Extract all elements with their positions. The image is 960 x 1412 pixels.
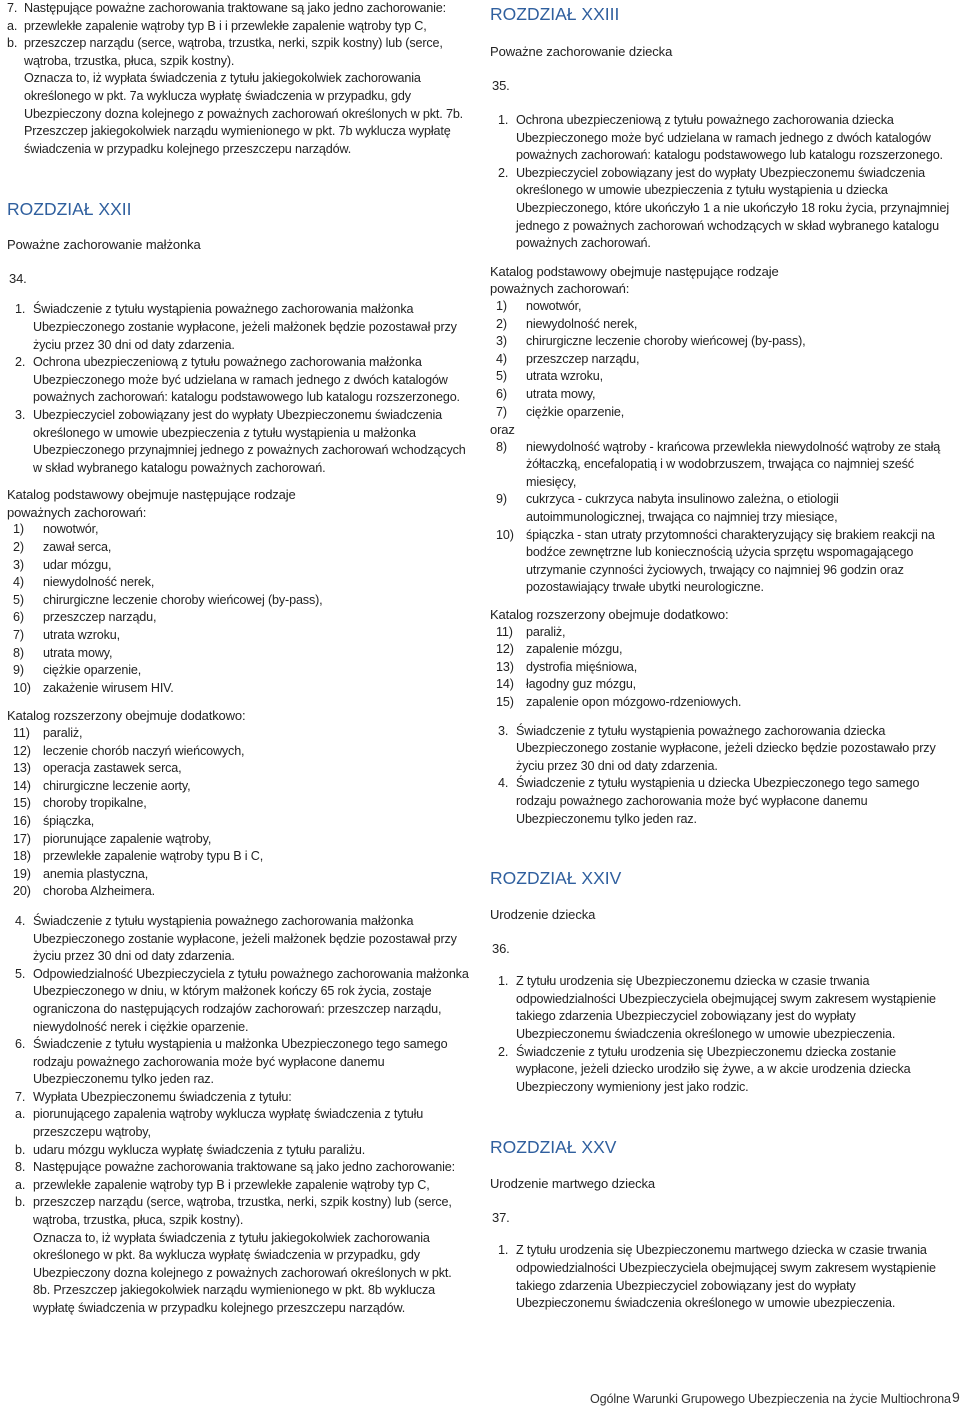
list-item bbox=[490, 1242, 950, 1312]
list-item bbox=[7, 913, 469, 966]
list-item bbox=[7, 725, 469, 743]
list-item bbox=[7, 609, 469, 627]
list-item bbox=[7, 354, 469, 407]
child-basic-catalog-title: Katalog podstawowy obejmuje następujące rodzaje poważnych zachorowań: bbox=[490, 263, 779, 297]
top-paragraph: Oznacza to, iż wypłata świadczenia z tytułu jakiegokolwiek zachorowania określonego w pkt. 7a wyklucza wypłatę świadczenia w przypadku, gdy Ubezpieczony dozna kolejnego z poważnych zachorowań określonych w pkt. 7b. Przeszczep jakiegokolwiek narządu wymienionego w pkt. 7b wyklucza wypłatę świadczenia w przypadku kolejnego przeszczepu narządów. bbox=[24, 71, 464, 156]
page-footer bbox=[590, 1391, 960, 1407]
list-item-text: niewydolność nerek, bbox=[43, 575, 155, 590]
list-item-number: 4) bbox=[496, 351, 507, 366]
list-item-number: 1. bbox=[498, 113, 509, 127]
list-item-text: zapalenie mózgu, bbox=[526, 642, 623, 657]
list-item bbox=[490, 491, 950, 526]
list-item bbox=[490, 775, 950, 828]
list-item bbox=[7, 1177, 469, 1195]
list-item-text: utrata mowy, bbox=[526, 386, 596, 401]
paragraph-35-number: 35. bbox=[492, 78, 510, 93]
list-item bbox=[490, 368, 950, 386]
list-item-number: 4. bbox=[498, 776, 509, 791]
paragraph-34-number: 34. bbox=[9, 271, 27, 287]
list-item-text: śpiączka, bbox=[43, 813, 95, 828]
list-item-text: choroby tropikalne, bbox=[43, 796, 147, 811]
basic-catalog-title: Katalog podstawowy obejmuje następujące rodzaje poważnych zachorowań: bbox=[7, 487, 296, 520]
chapter-xxiv-title: ROZDZIAŁ XXIV bbox=[490, 868, 622, 889]
list-item-number: b. bbox=[15, 1142, 26, 1157]
paragraph-36-number: 36. bbox=[492, 941, 510, 957]
list-item-text: Świadczenie z tytułu urodzenia się Ubezpieczonemu dziecka zostanie wypłacone, jeżeli dziecko urodziło się żywe, a w akcie urodzenia dziecka Ubezpieczony wymieniony jest jako rodzic. bbox=[516, 1044, 911, 1094]
list-item-text: Ochrona ubezpieczeniową z tytułu poważnego zachorowania dziecka Ubezpieczonego może być udzielana w ramach jednego z dwóch katalogów poważnych zachorowań: katalogu podstawowego lub katalogu rozszerzonego. bbox=[516, 113, 943, 163]
list-item bbox=[490, 316, 950, 334]
list-item-text: anemia plastyczna, bbox=[43, 866, 149, 881]
list-item-text: dystrofia mięśniowa, bbox=[526, 659, 638, 674]
chapter-xxv-title: ROZDZIAŁ XXV bbox=[490, 1137, 617, 1158]
list-item-text: Ubezpieczyciel zobowiązany jest do wypłaty Ubezpieczonemu świadczenia określonego w umowie ubezpieczenia z tytułu wystąpienia u małżonka Ubezpieczonego przynajmniej jednego z poważnych zachorowań wchodzących w skład wybranego katalogu poważnych zachorowań. bbox=[33, 407, 466, 475]
list-item-number: 3. bbox=[15, 407, 26, 422]
list-item bbox=[7, 883, 469, 901]
bottom-paragraph: Oznacza to, iż wypłata świadczenia z tytułu jakiegokolwiek zachorowania określonego w pkt. 8a wyklucza wypłatę świadczenia w przypadku, gdy Ubezpieczony dozna kolejnego z poważnych zachorowań określonych w pkt. 8b. Przeszczep jakiegokolwiek narządu wymienionego w pkt. 8b wyklucza wypłatę świadczenia w przypadku kolejnego przeszczepu narządów. bbox=[33, 1230, 452, 1315]
list-item bbox=[7, 743, 469, 761]
list-item-number: 18) bbox=[13, 849, 31, 864]
list-item-text: niewydolność wątroby - krańcowa przewlekła niewydolność wątroby ze stałą żółtaczką, encefalopatią i w wodobrzuszem, trwająca co najmniej sześć miesięcy, bbox=[526, 439, 941, 489]
list-item-number: 17) bbox=[13, 831, 31, 846]
list-item-number: 2) bbox=[496, 316, 507, 331]
list-item-text: łagodny guz mózgu, bbox=[526, 677, 637, 692]
list-item-text: Ubezpieczyciel zobowiązany jest do wypłaty Ubezpieczonemu świadczenia określonego w umowie ubezpieczenia z tytułu wystąpienia u dziecka Ubezpieczonego, które ukończyło 1 a nie ukończyło 18 roku życia, przynajmniej jednego z poważnych zachorowań wchodzących w skład wybranego katalogu poważnych zachorowań. bbox=[516, 165, 949, 251]
extended-catalog-list bbox=[7, 725, 469, 901]
list-item-number: 7. bbox=[15, 1089, 26, 1104]
list-item-number: 7) bbox=[496, 404, 507, 419]
list-item-text: przeszczep narządu, bbox=[43, 610, 157, 625]
list-item-number: 13) bbox=[13, 761, 31, 776]
list-item-text: operacja zastawek serca, bbox=[43, 761, 182, 776]
list-item-text: Następujące poważne zachorowania traktowane są jako jedno zachorowanie: bbox=[24, 1, 447, 15]
list-item-text: chirurgiczne leczenie choroby wieńcowej (by-pass), bbox=[526, 334, 806, 349]
list-item-number: 4) bbox=[13, 575, 24, 590]
list-item-text: Ochrona ubezpieczeniową z tytułu poważnego zachorowania małżonka Ubezpieczonego może być udzielana w ramach jednego z dwóch katalogów poważnych zachorowań: katalogu podstawowego lub katalogu rozszerzonego. bbox=[33, 355, 460, 405]
list-item-text: Odpowiedzialność Ubezpieczyciela z tytułu poważnego zachorowania małżonka Ubezpieczonego w dniu, w którym małżonek kończy 65 rok życia, zostaje ograniczona do następujących rodzajów zachorowań: przeszczep narządu, niewydolność nerek i ciężkie oparzenie. bbox=[33, 966, 469, 1034]
list-item bbox=[490, 659, 950, 677]
list-item-number: 11) bbox=[496, 624, 513, 639]
list-item bbox=[7, 407, 469, 477]
list-item bbox=[490, 404, 950, 422]
list-item-number: 10) bbox=[496, 527, 514, 542]
list-item bbox=[490, 676, 950, 694]
paragraph-37-points bbox=[490, 1242, 950, 1312]
list-item bbox=[7, 645, 469, 663]
list-item bbox=[7, 301, 469, 354]
left-column bbox=[7, 0, 469, 1318]
list-item-number: 1. bbox=[498, 1243, 509, 1258]
list-item-number: 2. bbox=[15, 355, 26, 370]
list-item bbox=[7, 966, 469, 1036]
list-item-text: przeszczep narządu, bbox=[526, 351, 640, 366]
chapter-xxv-subtitle: Urodzenie martwego dziecka bbox=[490, 1176, 656, 1192]
list-item-text: choroba Alzheimera. bbox=[43, 884, 155, 899]
list-item-number: 1) bbox=[496, 298, 507, 313]
list-item bbox=[7, 1106, 469, 1141]
list-item-text: przewlekłe zapalenie wątroby typ B i i przewlekłe zapalenie wątroby typ C, bbox=[24, 18, 427, 33]
list-item-text: Świadczenie z tytułu wystąpienia poważnego zachorowania dziecka Ubezpieczonego zostanie wypłacone, jeżeli dziecko będzie pozostawało przy życiu przez 30 dni od daty zdarzenia. bbox=[516, 723, 936, 773]
list-item bbox=[490, 1044, 950, 1097]
list-item-number: b. bbox=[15, 1195, 26, 1210]
list-item-number: 2) bbox=[13, 540, 24, 555]
list-item-number: 7) bbox=[13, 628, 24, 643]
list-item-text: paraliż, bbox=[526, 624, 566, 639]
point-8-text: Następujące poważne zachorowania traktowane są jako jedno zachorowanie: bbox=[33, 1160, 456, 1175]
list-item bbox=[490, 112, 950, 165]
list-item-text: Z tytułu urodzenia się Ubezpieczonemu dziecka w czasie trwania odpowiedzialności Ubezpieczyciela obejmującej swym zakresem wystąpienie takiego zdarzenia Ubezpieczyciel zobowiązany jest do wypłaty Ubezpieczonemu świadczenia określonego w umowie ubezpieczenia. bbox=[516, 974, 936, 1041]
footer-title: Ogólne Warunki Grupowego Ubezpieczenia na życie Multiochrona bbox=[590, 1392, 951, 1406]
list-item-text: udaru mózgu wyklucza wypłatę świadczenia z tytułu paraliżu. bbox=[33, 1142, 366, 1157]
list-item-number: 19) bbox=[13, 866, 31, 881]
list-item bbox=[7, 521, 469, 539]
point-7-subitems bbox=[7, 1106, 469, 1159]
list-item bbox=[490, 298, 950, 316]
list-item-text: zawał serca, bbox=[43, 540, 112, 555]
list-item-text: zapalenie opon mózgowo-rdzeniowych. bbox=[526, 695, 742, 709]
list-item bbox=[7, 795, 469, 813]
list-item bbox=[7, 831, 469, 849]
list-item-text: ciężkie oparzenie, bbox=[43, 663, 142, 678]
list-item bbox=[490, 351, 950, 369]
chapter-xxiv-subtitle: Urodzenie dziecka bbox=[490, 907, 596, 923]
list-item-number: 6. bbox=[15, 1037, 26, 1052]
paragraph-34-points bbox=[7, 301, 469, 477]
list-item-text: Świadczenie z tytułu wystąpienia poważnego zachorowania małżonka Ubezpieczonego zostanie wypłacone, jeżeli małżonek będzie pozostawał przy życiu przez 30 dni od daty zdarzenia. bbox=[33, 302, 457, 352]
list-item-text: nowotwór, bbox=[526, 298, 582, 313]
extended-catalog-title: Katalog rozszerzony obejmuje dodatkowo: bbox=[7, 708, 246, 724]
chapter-xxiii-subtitle: Poważne zachorowanie dziecka bbox=[490, 44, 673, 59]
list-item bbox=[7, 778, 469, 796]
list-item-number: 10) bbox=[13, 680, 31, 695]
chapter-xxiii-title: ROZDZIAŁ XXIII bbox=[490, 4, 620, 24]
list-item bbox=[7, 0, 469, 18]
list-item-number: a. bbox=[15, 1107, 26, 1122]
list-item-text: cukrzyca - cukrzyca nabyta insulinowo zależna, o etiologii autoimmunologicznej, trwająca co najmniej trzy miesiące, bbox=[526, 492, 839, 525]
list-item bbox=[7, 1036, 469, 1089]
list-item-text: przewlekłe zapalenie wątroby typu B i C, bbox=[43, 849, 264, 864]
list-item-text: piorunującego zapalenia wątroby wyklucza wypłatę świadczenia z tytułu przeszczepu wątroby, bbox=[33, 1107, 424, 1140]
list-item bbox=[490, 333, 950, 351]
point-8-number: 8. bbox=[15, 1160, 26, 1175]
list-item-number: 8) bbox=[13, 645, 24, 660]
list-item-text: Z tytułu urodzenia się Ubezpieczonemu martwego dziecka w czasie trwania odpowiedzialności Ubezpieczyciela obejmującej swym zakresem wystąpienie takiego zdarzenia Ubezpieczyciel zobowiązany jest do wypłaty Ubezpieczonemu świadczenia określonego w umowie ubezpieczenia. bbox=[516, 1243, 936, 1311]
basic-catalog-list bbox=[7, 521, 469, 697]
child-extended-catalog-list bbox=[490, 624, 950, 712]
list-item-number: 11) bbox=[13, 726, 30, 740]
list-item-text: zakażenie wirusem HIV. bbox=[43, 680, 174, 695]
list-item bbox=[7, 592, 469, 610]
list-item-number: 15) bbox=[13, 796, 31, 811]
child-basic-catalog-list-2 bbox=[490, 439, 950, 597]
list-item bbox=[7, 1142, 469, 1160]
list-item-number: 5) bbox=[13, 592, 24, 607]
list-item bbox=[490, 723, 950, 776]
paragraph-35-points bbox=[490, 112, 950, 253]
list-item-number: 13) bbox=[496, 659, 514, 674]
list-item-text: utrata wzroku, bbox=[526, 369, 603, 384]
child-basic-catalog-list bbox=[490, 298, 950, 421]
list-item bbox=[7, 848, 469, 866]
list-item-text: utrata mowy, bbox=[43, 645, 113, 660]
list-item bbox=[490, 439, 950, 492]
list-item-number: 9) bbox=[496, 492, 507, 507]
list-item-text: udar mózgu, bbox=[43, 557, 112, 572]
list-item-text: paraliż, bbox=[43, 726, 83, 740]
child-extended-catalog-title: Katalog rozszerzony obejmuje dodatkowo: bbox=[490, 607, 729, 623]
list-item-text: utrata wzroku, bbox=[43, 628, 120, 643]
list-item-number: 16) bbox=[13, 813, 31, 828]
page-number: 9 bbox=[952, 1389, 960, 1405]
list-item-number: 3) bbox=[13, 557, 24, 572]
list-item bbox=[490, 624, 950, 642]
list-item-text: przewlekłe zapalenie wątroby typ B i przewlekłe zapalenie wątroby typ C, bbox=[33, 1177, 430, 1192]
list-item-number: 8) bbox=[496, 439, 507, 454]
paragraph-35-points-continued bbox=[490, 723, 950, 829]
list-item-number: 5) bbox=[496, 369, 507, 384]
list-item-number: 2. bbox=[498, 165, 509, 180]
list-item bbox=[7, 813, 469, 831]
list-item-number: 1) bbox=[13, 522, 24, 537]
list-item-text: przeszczep narządu (serce, wątroba, trzustka, nerki, szpik kostny) lub (serce, wątroba, trzustka, płuca, szpik kostny). bbox=[33, 1195, 452, 1228]
list-item-text: Wypłata Ubezpieczonemu świadczenia z tytułu: bbox=[33, 1089, 292, 1104]
list-item-text: piorunujące zapalenie wątroby, bbox=[43, 831, 212, 846]
list-item-number: 12) bbox=[496, 642, 514, 657]
list-item bbox=[7, 539, 469, 557]
list-item-text: chirurgiczne leczenie choroby wieńcowej (by-pass), bbox=[43, 592, 323, 607]
paragraph-37-number: 37. bbox=[492, 1210, 510, 1226]
list-item-text: śpiączka - stan utraty przytomności charakteryzujący się brakiem reakcji na bodźce zewnętrzne lub koniecznością użycia sprzętu wspomagającego utrzymanie czynności życiowych, trwający co najmniej 96 godzin oraz pozostawiający trwałe ubytki neurologiczne. bbox=[526, 527, 935, 595]
list-item-number: 1. bbox=[498, 974, 509, 989]
child-basic-oraz: oraz bbox=[490, 422, 515, 438]
list-item-number: 14) bbox=[496, 677, 514, 692]
list-item-number: 4. bbox=[15, 913, 26, 928]
list-item bbox=[7, 1089, 469, 1107]
list-item bbox=[7, 760, 469, 778]
list-item-number: 6) bbox=[13, 610, 24, 625]
chapter-xxii-subtitle: Poważne zachorowanie małżonka bbox=[7, 237, 201, 253]
list-item-number: 3) bbox=[496, 334, 507, 349]
list-item-number: 1. bbox=[15, 302, 26, 317]
list-item-number: b. bbox=[7, 36, 18, 51]
list-item-number: 7. bbox=[7, 1, 18, 15]
list-item bbox=[7, 574, 469, 592]
list-item-number: a. bbox=[7, 18, 18, 33]
list-item-number: 20) bbox=[13, 884, 31, 899]
list-item bbox=[7, 662, 469, 680]
list-item-number: 14) bbox=[13, 778, 31, 793]
list-item-text: Świadczenie z tytułu wystąpienia poważnego zachorowania małżonka Ubezpieczonego zostanie wypłacone, jeżeli małżonek będzie pozostawał przy życiu przez 30 dni od daty zdarzenia. bbox=[33, 913, 457, 964]
point-8-subitems bbox=[7, 1177, 469, 1230]
paragraph-36-points bbox=[490, 973, 950, 1096]
list-item bbox=[490, 165, 950, 253]
list-item-number: a. bbox=[15, 1177, 26, 1192]
list-item bbox=[7, 627, 469, 645]
list-item-number: 6) bbox=[496, 386, 507, 401]
point-8 bbox=[7, 1159, 469, 1177]
list-item bbox=[7, 557, 469, 575]
list-item-text: chirurgiczne leczenie aorty, bbox=[43, 778, 191, 793]
list-item bbox=[490, 694, 950, 712]
list-item-text: nowotwór, bbox=[43, 522, 99, 537]
list-item-number: 12) bbox=[13, 743, 31, 758]
top-items bbox=[7, 0, 469, 70]
list-item-number: 3. bbox=[498, 723, 509, 738]
list-item-text: Świadczenie z tytułu wystąpienia u dziecka Ubezpieczonego tego samego rodzaju poważnego zachorowania może być wypłacone danemu Ubezpieczonemu tylko jeden raz. bbox=[516, 776, 920, 826]
list-item-number: 15) bbox=[496, 695, 514, 709]
list-item bbox=[7, 866, 469, 884]
paragraph-34-points-continued bbox=[7, 913, 469, 1107]
list-item bbox=[490, 641, 950, 659]
list-item bbox=[490, 386, 950, 404]
list-item-number: 2. bbox=[498, 1044, 509, 1059]
list-item-number: 9) bbox=[13, 663, 24, 678]
list-item bbox=[7, 18, 469, 36]
list-item-text: ciężkie oparzenie, bbox=[526, 404, 625, 419]
list-item-text: Świadczenie z tytułu wystąpienia u małżonka Ubezpieczonego tego samego rodzaju poważnego zachorowania może być wypłacone danemu Ubezpieczonemu tylko jeden raz. bbox=[33, 1037, 448, 1087]
list-item-text: leczenie chorób naczyń wieńcowych, bbox=[43, 743, 245, 758]
list-item bbox=[7, 35, 469, 70]
list-item-text: przeszczep narządu (serce, wątroba, trzustka, nerki, szpik kostny) lub (serce, wątroba, trzustka, płuca, szpik kostny). bbox=[24, 36, 443, 68]
list-item-number: 5. bbox=[15, 966, 26, 981]
list-item-text: niewydolność nerek, bbox=[526, 316, 638, 331]
right-column bbox=[490, 0, 950, 1313]
chapter-xxii-title: ROZDZIAŁ XXII bbox=[7, 199, 132, 220]
list-item bbox=[7, 680, 469, 698]
list-item bbox=[490, 527, 950, 597]
list-item bbox=[490, 973, 950, 1043]
list-item bbox=[7, 1194, 469, 1229]
